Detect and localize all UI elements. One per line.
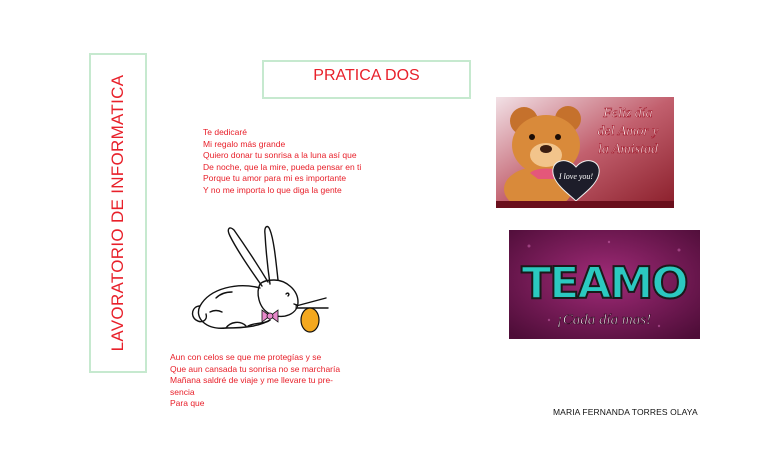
- author-name: MARIA FERNANDA TORRES OLAYA: [553, 407, 698, 417]
- rabbit-with-egg-icon: [186, 222, 332, 334]
- poem-line: sencia: [170, 386, 195, 397]
- te-amo-text: TEAMO: [521, 258, 687, 309]
- poem-top: [203, 127, 361, 197]
- card-text-line1: Feliz día: [603, 106, 653, 121]
- sidebar-label-box: [89, 53, 147, 373]
- poem-line: Mañana saldré de viaje y me llevare tu pre-: [170, 375, 333, 386]
- teddy-bear-card-image: [496, 97, 674, 208]
- poem-line: Que aun cansada tu sonrisa no se marcharía: [170, 363, 341, 374]
- poem-line: Mi regalo más grande: [203, 138, 286, 149]
- poem-line: Porque tu amor para mi es importante: [203, 173, 347, 184]
- page-title: PRATICA DOS: [313, 67, 420, 84]
- card-text-line3: la Amistad: [597, 142, 659, 157]
- sidebar-label: LAVORATORIO DE INFORMATICA: [108, 74, 127, 352]
- card-text-line2: del Amor y: [597, 124, 659, 139]
- te-amo-card-image: [509, 230, 700, 339]
- poem-line: Quiero donar tu sonrisa a la luna así que: [203, 150, 357, 161]
- heart-text: I love you!: [558, 172, 594, 181]
- poem-line: Para que: [170, 398, 205, 409]
- poem-line: Y no me importa lo que diga la gente: [203, 184, 342, 195]
- poem-line: Aun con celos se que me protegías y se: [170, 352, 322, 362]
- poem-line: Te dedicaré: [203, 127, 247, 137]
- poem-line: De noche, que la mire, pueda pensar en ti: [203, 161, 362, 172]
- te-amo-subtext: ¡Cada día mas!: [556, 312, 652, 328]
- poem-bottom: [170, 352, 340, 410]
- page-title-box: [262, 60, 471, 99]
